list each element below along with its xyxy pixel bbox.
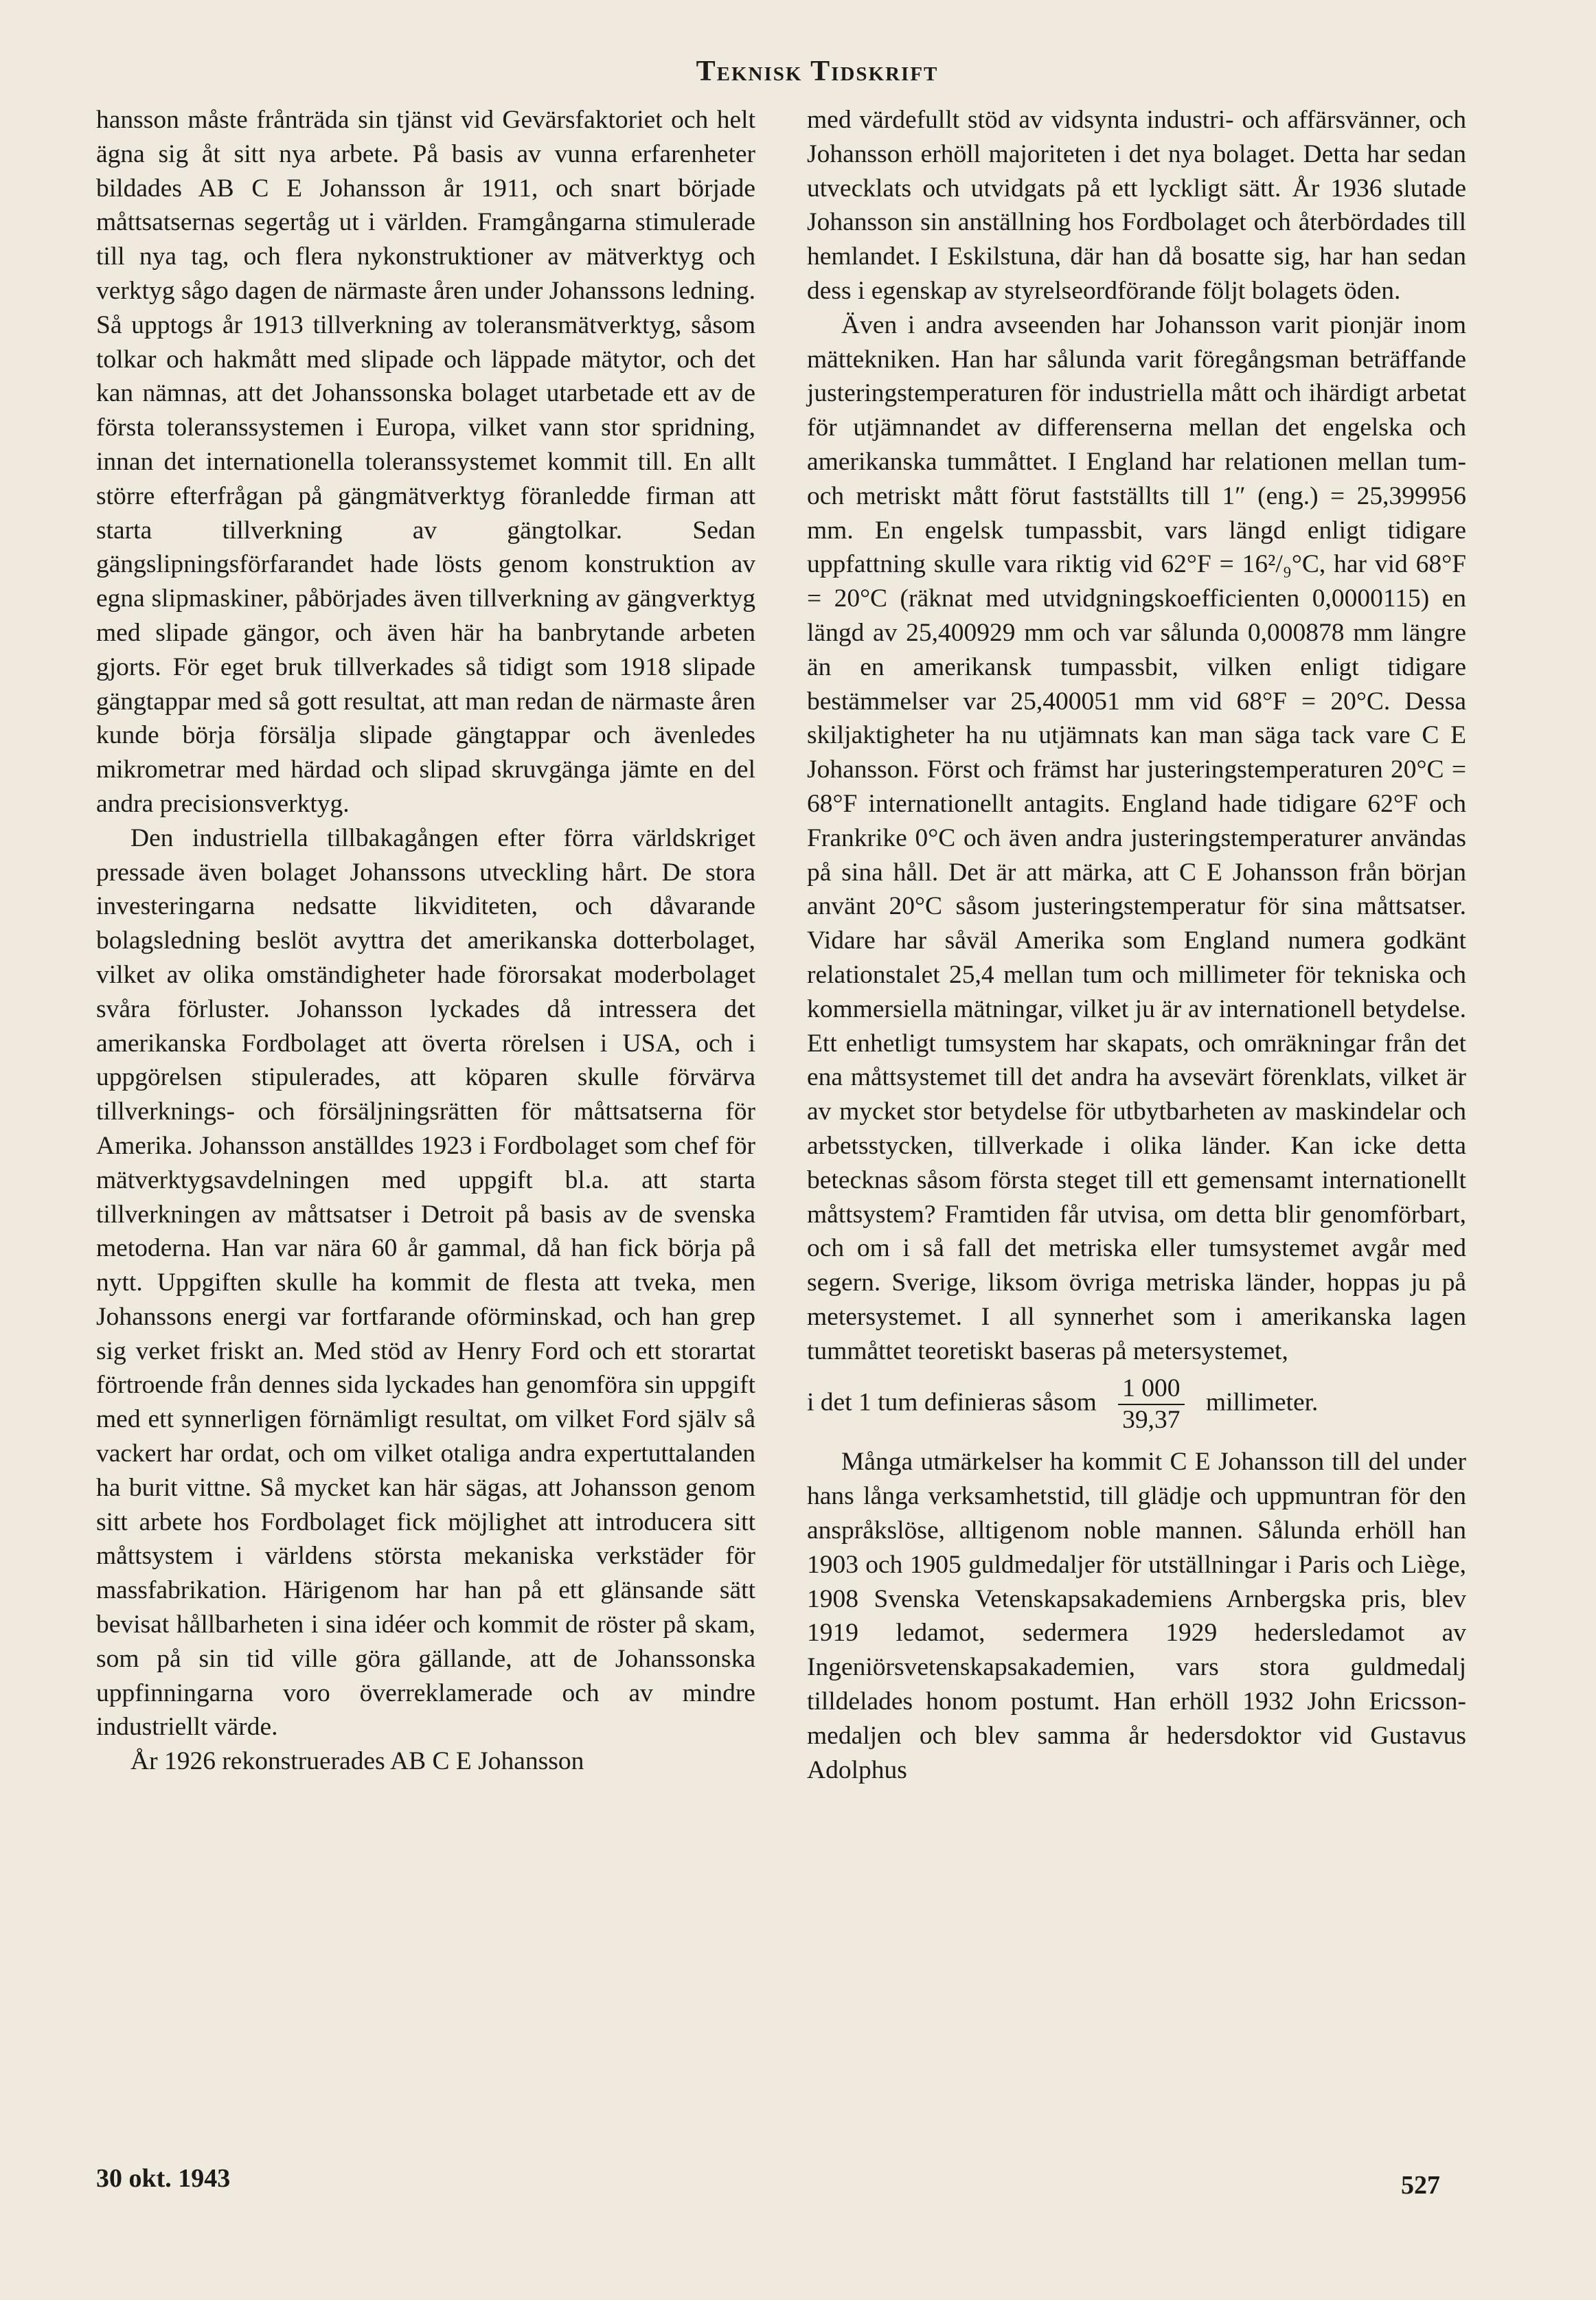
right-column — [807, 103, 1466, 1787]
paragraph: Många utmärkelser ha kommit C E Johansson till del under hans långa verksamhetstid, till glädje och uppmuntran för den anspråkslöse, alltigenom noble mannen. Sålunda erhöll han 1903 och 1905 guldmedaljer för utställningar i Paris och Liège, 1908 Svenska Vetenskapsakademiens Arnbergska pris, blev 1919 ledamot, sedermera 1929 hedersledamot av Ingeniörsvetenskapsakademien, vars stora guldmedalj tilldelades honom postumt. Han erhöll 1932 John Ericsson-medaljen och blev samma år hedersdoktor vid Gustavus Adolphus — [807, 1448, 1466, 1784]
fraction — [1118, 1374, 1184, 1435]
footer-date: 30 okt. 1943 — [96, 2164, 231, 2193]
page-number: 527 — [1401, 2171, 1440, 2200]
paragraph: hansson måste frånträda sin tjänst vid Gevärsfaktoriet och helt ägna sig åt sitt nya arbete. På basis av vunna erfarenheter bildades AB C E Johansson år 1911, och snart började måttsatsernas segertåg ut i världen. Framgångarna stimulerade till nya tag, och flera nykonstruktioner av mätverktyg och verktyg sågo dagen de närmaste åren under Johanssons ledning. Så upptogs år 1913 tillverkning av toleransmätverktyg, såsom tolkar och hakmått med slipade och läppade mätytor, och det kan nämnas, att det Johanssonska bolaget utarbetade ett av de första toleranssystemen i Europa, vilket vann stor spridning, innan det internationella toleranssystemet kommit till. En allt större efterfrågan på gängmätverktyg föranledde firman att starta tillverkning av gängtolkar. Sedan gängslipningsförfarandet hade lösts genom konstruktion av egna slipmaskiner, påbörjades även tillverkning av gängverktyg med slipade gängor, och även här ha banbrytande arbeten gjorts. För eget bruk tillverkades så tidigt som 1918 slipade gängtappar med så gott resultat, att man redan de närmaste åren kunde börja försälja slipade gängtappar och ävenledes mikrometrar med härdad och slipad skruvgänga jämte en del andra precisionsverktyg. — [96, 106, 755, 818]
formula-text-after: millimeter. — [1205, 1389, 1319, 1417]
fraction-denominator: 39,37 — [1122, 1406, 1181, 1435]
fraction-numerator: 1 000 — [1118, 1374, 1184, 1405]
paragraph: År 1926 rekonstruerades AB C E Johansson — [130, 1747, 584, 1776]
paragraph: Den industriella tillbakagången efter förra världskriget pressade även bolaget Johanssons utveckling hårt. De stora investeringarna nedsatte likviditeten, och dåvarande bolagsledning beslöt avyttra det amerikanska dotterbolaget, vilket av olika omständigheter hade förorsakat moderbolaget svåra förluster. Johansson lyckades då intressera det amerikanska Fordbolaget att överta rörelsen i USA, och i uppgörelsen stipulerades, att köparen skulle förvärva tillverknings- och försäljningsrätten för måttsatserna för Amerika. Johansson anställdes 1923 i Fordbolaget som chef för mätverktygsavdelningen med uppgift bl.a. att starta tillverkningen av måttsatser i Detroit på basis av de svenska metoderna. Han var nära 60 år gammal, då han fick börja på nytt. Uppgiften skulle ha kommit de flesta att tveka, men Johanssons energi var fortfarande oförminskad, och han grep sig verket friskt an. Med stöd av Henry Ford och ett storartat förtroende från dennes sida lyckades han genomföra sin uppgift med ett synnerligen förnämligt resultat, om vilket Ford själv så vackert har ordat, och om vilket otaliga andra expertuttalanden ha burit vittne. Så mycket kan här sägas, att Johansson genom sitt arbete hos Fordbolaget fick möjlighet att introducera sitt måttsystem i världens största mekaniska verkstäder för massfabrikation. Härigenom har han på ett glänsande sätt bevisat hållbarheten i sina idéer och kommit de röster på skam, som på sin tid ville göra gällande, att de Johanssonska uppfinningarna voro överreklamerade och av mindre industriellt värde. — [96, 823, 755, 1742]
journal-header: Teknisk Tidskrift — [696, 56, 939, 87]
formula-text-before: i det 1 tum definieras såsom — [807, 1389, 1097, 1417]
formula-line — [807, 1374, 1466, 1435]
paragraph: med värdefullt stöd av vidsynta industri- och affärsvänner, och Johansson erhöll majoriteten i det nya bolaget. Detta har sedan utvecklats och utvidgats på ett lyckligt sätt. År 1936 slutade Johansson sin anställning hos Fordbolaget och återbördades till hemlandet. I Eskilstuna, där han då bosatte sig, har han sedan dess i egenskap av styrelseordförande följt bolagets öden. — [807, 106, 1466, 305]
left-column — [96, 103, 755, 1779]
paragraph: Även i andra avseenden har Johansson varit pionjär inom mättekniken. Han har sålunda varit föregångsman beträffande justeringstemperaturen för industriella mått och ihärdigt arbetat för utjämnandet av differenserna mellan det engelska och amerikanska tummåttet. I England har relationen mellan tum- och metriskt mått förut fastställts till 1″ (eng.) = 25,399956 mm. En engelsk tumpassbit, vars längd enligt tidigare uppfattning skulle vara riktig vid 62°F = 16²/₉°C, har vid 68°F = 20°C (räknat med utvidgningskoefficienten 0,0000115) en längd av 25,400929 mm och var sålunda 0,000878 mm längre än en amerikansk tumpassbit, vilken enligt tidigare bestämmelser var 25,400051 mm vid 68°F = 20°C. Dessa skiljaktigheter ha nu utjämnats kan man säga tack vare C E Johansson. Först och främst har justeringstemperaturen 20°C = 68°F internationellt antagits. England hade tidigare 62°F och Frankrike 0°C och även andra justeringstemperaturer användas på sina håll. Det är att märka, att C E Johansson från början använt 20°C såsom justeringstemperatur för sina måttsatser. Vidare har såväl Amerika som England numera godkänt relationstalet 25,4 mellan tum och millimeter för tekniska och kommersiella mätningar, vilket ju är av internationell betydelse. Ett enhetligt tumsystem har skapats, och omräkningar från det ena måttsystemet till det andra ha avsevärt förenklats, vilket är av mycket stor betydelse för utbytbarheten av maskindelar och arbetsstycken, tillverkade i olika länder. Kan icke detta betecknas såsom första steget till ett gemensamt internationellt måttsystem? Framtiden får utvisa, om detta blir genomförbart, och om i så fall det metriska eller tumsystemet avgår med segern. Sverige, liksom övriga metriska länder, hoppas ju på metersystemet. I all synnerhet som i amerikanska lagen tummåttet teoretiskt baseras på metersystemet, — [807, 310, 1466, 1365]
